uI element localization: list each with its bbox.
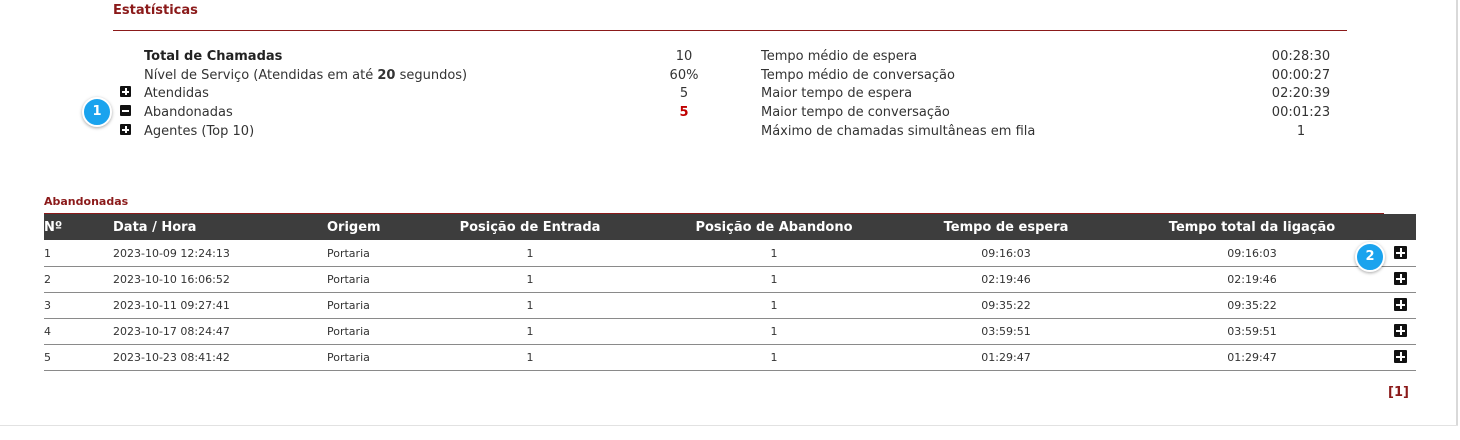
- cell-origem: Portaria: [327, 273, 370, 286]
- cell-tempo-total: 03:59:51: [1227, 325, 1277, 338]
- pagination-page-1[interactable]: [1]: [1388, 385, 1409, 400]
- table-row: [44, 266, 1416, 293]
- stat-atendidas-label: Atendidas: [144, 86, 209, 101]
- col-tempo-total: Tempo total da ligação: [1168, 220, 1336, 235]
- cell-numero: 3: [44, 299, 51, 312]
- expand-atendidas-icon[interactable]: [120, 86, 131, 97]
- stat-abandonadas-value: 5: [679, 105, 689, 120]
- abandonadas-table-header: [44, 214, 1416, 240]
- cell-data-hora: 2023-10-11 09:27:41: [113, 299, 230, 312]
- stat-service-level-suffix: segundos): [395, 68, 468, 83]
- cell-tempo-total: 09:16:03: [1227, 247, 1277, 260]
- cell-numero: 1: [44, 247, 51, 260]
- stat-abandonadas-label: Abandonadas: [144, 105, 233, 120]
- stat-service-level-prefix: Nível de Serviço (Atendidas em até: [144, 68, 378, 83]
- frame-right-edge: [1456, 0, 1458, 426]
- cell-tempo-total: 09:35:22: [1227, 299, 1277, 312]
- stat-atendidas-value: 5: [679, 86, 689, 101]
- cell-tempo-espera: 03:59:51: [981, 325, 1031, 338]
- col-numero: Nº: [44, 220, 63, 235]
- table-row: [44, 318, 1416, 345]
- cell-posicao-abandono: 1: [770, 299, 778, 312]
- cell-posicao-entrada: 1: [526, 247, 534, 260]
- stat-avg-wait-label: Tempo médio de espera: [761, 49, 918, 64]
- cell-tempo-total: 02:19:46: [1227, 273, 1277, 286]
- expand-row-icon[interactable]: [1394, 298, 1407, 311]
- cell-data-hora: 2023-10-23 08:41:42: [113, 351, 230, 364]
- table-row: [44, 344, 1416, 371]
- cell-numero: 4: [44, 325, 51, 338]
- stats-divider: [113, 30, 1347, 31]
- stat-total-value: 10: [675, 49, 693, 64]
- stat-total-label: Total de Chamadas: [144, 49, 283, 64]
- cell-tempo-total: 01:29:47: [1227, 351, 1277, 364]
- stat-max-talk-value: 00:01:23: [1271, 105, 1331, 120]
- cell-data-hora: 2023-10-09 12:24:13: [113, 247, 230, 260]
- stat-service-level-value: 60%: [669, 68, 699, 83]
- cell-posicao-entrada: 1: [526, 273, 534, 286]
- cell-numero: 2: [44, 273, 51, 286]
- stat-agentes-label: Agentes (Top 10): [144, 124, 255, 139]
- cell-tempo-espera: 09:35:22: [981, 299, 1031, 312]
- cell-posicao-entrada: 1: [526, 351, 534, 364]
- cell-posicao-abandono: 1: [770, 247, 778, 260]
- frame-bottom-edge: [0, 425, 1458, 426]
- stat-avg-talk-value: 00:00:27: [1271, 68, 1331, 83]
- cell-tempo-espera: 09:16:03: [981, 247, 1031, 260]
- col-tempo-espera: Tempo de espera: [943, 220, 1069, 235]
- expand-row-icon[interactable]: [1394, 350, 1407, 363]
- stat-max-queue-value: 1: [1296, 124, 1306, 139]
- stat-max-wait-label: Maior tempo de espera: [761, 86, 913, 101]
- cell-numero: 5: [44, 351, 51, 364]
- abandonadas-section-title: Abandonadas: [44, 195, 129, 208]
- cell-data-hora: 2023-10-17 08:24:47: [113, 325, 230, 338]
- stat-service-level-seconds: 20: [377, 68, 396, 83]
- step-marker-2: 2: [1355, 242, 1385, 272]
- expand-row-icon[interactable]: [1394, 272, 1407, 285]
- expand-row-icon[interactable]: [1394, 246, 1407, 259]
- cell-posicao-entrada: 1: [526, 325, 534, 338]
- stats-title: Estatísticas: [113, 3, 198, 18]
- cell-tempo-espera: 01:29:47: [981, 351, 1031, 364]
- stat-max-wait-value: 02:20:39: [1271, 86, 1331, 101]
- cell-origem: Portaria: [327, 247, 370, 260]
- col-data-hora: Data / Hora: [113, 220, 197, 235]
- collapse-abandonadas-icon[interactable]: [120, 105, 131, 116]
- col-origem: Origem: [327, 220, 381, 235]
- cell-posicao-abandono: 1: [770, 325, 778, 338]
- stat-service-level-label: [144, 68, 467, 83]
- cell-posicao-entrada: 1: [526, 299, 534, 312]
- table-row: [44, 292, 1416, 319]
- stat-avg-wait-value: 00:28:30: [1271, 49, 1331, 64]
- step-marker-1: 1: [82, 97, 112, 127]
- cell-posicao-abandono: 1: [770, 351, 778, 364]
- stat-max-talk-label: Maior tempo de conversação: [761, 105, 950, 120]
- cell-data-hora: 2023-10-10 16:06:52: [113, 273, 230, 286]
- cell-origem: Portaria: [327, 299, 370, 312]
- table-row: [44, 240, 1416, 267]
- col-posicao-abandono: Posição de Abandono: [695, 220, 853, 235]
- cell-origem: Portaria: [327, 351, 370, 364]
- cell-posicao-abandono: 1: [770, 273, 778, 286]
- cell-tempo-espera: 02:19:46: [981, 273, 1031, 286]
- expand-row-icon[interactable]: [1394, 324, 1407, 337]
- stat-max-queue-label: Máximo de chamadas simultâneas em fila: [761, 124, 1036, 139]
- cell-origem: Portaria: [327, 325, 370, 338]
- col-posicao-entrada: Posição de Entrada: [459, 220, 601, 235]
- expand-agentes-icon[interactable]: [120, 124, 131, 135]
- stat-avg-talk-label: Tempo médio de conversação: [761, 68, 955, 83]
